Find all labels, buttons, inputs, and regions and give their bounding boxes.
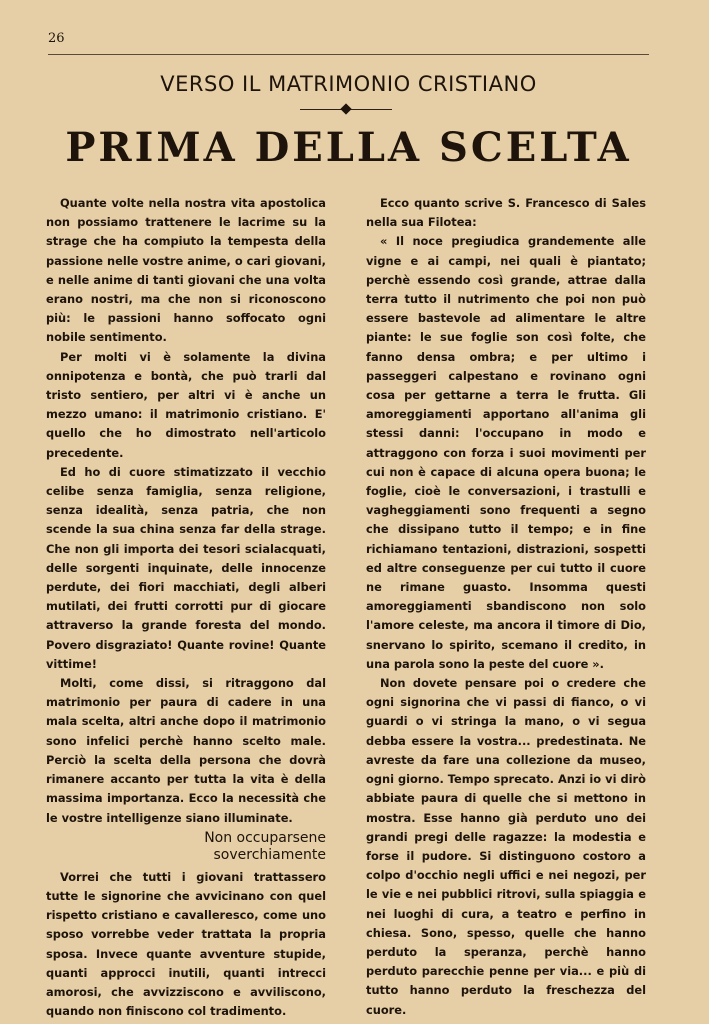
subheading-line: soverchiamente [213,846,326,863]
section-title: VERSO IL MATRIMONIO CRISTIANO [160,72,537,96]
paragraph: Quante volte nella nostra vita apostolica non possiamo trattenere le lacrime su la strage che ha compiuto la tempesta della passione nelle vostre anime, o cari giovani, e nelle anime di tanti giovani che una volta erano nostri, ma che non si riconoscono più: le passioni hanno soffocato ogni nobile sentimento. [46,196,326,345]
quote-paragraph: « Il noce pregiudica grandemente alle vigne e ai campi, nei quali è piantato; perchè essendo così grande, attrae dalla terra tutto il nutrimento che poi non può essere bastevole ad alimentare le altre piante: le sue foglie son così folte, che fanno densa ombra; e per ultimo i passeggeri calpestano e rovinano ogni cosa per gettarne a terra le frutta. Gli amoreggiamenti apportano all'anima gli stessi danni: l'occupano in modo e attraggono con forza i suoi movimenti per cui non è capace di alcuna opera buona; le foglie, cioè le conversazioni, i trastulli e vagheggiamenti sono frequenti a segno che dissipano tutto il tempo; e in fine richiamano tentazioni, distrazioni, sospetti ed altre conseguenze per cui tutto il cuore ne rimane guasto. Insomma questi amoreggiamenti sbandiscono non solo l'amore celeste, ma ancora il timore di Dio, snervano lo spirito, scemano il credito, in una parola sono la peste del cuore ». [366,234,646,671]
paragraph: Per molti vi è solamente la divina onnipotenza e bontà, che può trarli dal tristo sentiero, per altri vi è anche un mezzo umano: il matrimonio cristiano. E' quello che ho dimostrato nell'articolo precedente. [46,349,326,460]
diamond-icon [340,103,351,114]
left-column [46,194,326,1021]
paragraph: Ecco quanto scrive S. Francesco di Sales nella sua Filotea: [366,196,646,230]
paragraph: Non dovete pensare poi o credere che ogni signorina che vi passi di fianco, o vi guardi o vi stringa la mano, o vi segua debba essere la vostra... predestinata. Ne avreste da fare una collezione da museo, ogni giorno. Tempo sprecato. Anzi io vi dirò abbiate paura di quelle che si mettono in mostra. Esse hanno già perduto uno dei grandi pregi delle ragazze: la modestia e forse il pudore. Si distinguono costoro a colpo d'occhio negli uffici e nei negozi, per le vie e nei pubblici ritrovi, sulla spiaggia e nei luoghi di cura, a teatro e perfino in chiesa. Sono, spesso, quelle che hanno perduto la speranza, perchè hanno perduto parecchie penne per via... e più di tutto hanno perduto la freschezza del cuore. [366,676,646,1017]
article-title: PRIMA DELLA SCELTA [65,124,632,171]
title-ornament [300,104,392,114]
header-rule [48,54,649,55]
paragraph: Vorrei che tutti i giovani trattassero tutte le signorine che avvicinano con quel rispetto cristiano e cavalleresco, come uno sposo vorrebbe veder trattata la propria sposa. Invece quante avventure stupide, quanti approcci inutili, quanti intrecci amorosi, che avvizziscono e avviliscono, quando non finiscono col tradimento. [46,869,326,1019]
subheading [46,828,326,868]
subheading-line: Non occuparsene [204,829,326,846]
paragraph: Ed ho di cuore stimatizzato il vecchio celibe senza famiglia, senza religione, senza idealità, senza patria, che non scende la sua china senza far della strage. Che non gli importa dei tesori scialacquati, delle sorgenti inquinate, delle innocenze perdute, dei fiori macchiati, degli alberi mutilati, dei frutti corrotti pur di giocare attraverso la grande foresta del mondo. Povero disgraziato! Quante rovine! Quante vittime! [46,464,326,671]
right-column [366,194,646,1020]
page-number: 26 [48,31,65,46]
paragraph: Molti, come dissi, si ritraggono dal matrimonio per paura di cadere in una mala scelta, altri anche dopo il matrimonio sono infelici perchè hanno scelto male. Perciò la scelta della persona che dovrà rimanere accanto per tutta la vita è della massima importanza. Ecco la necessità che le vostre intelligenze siano illuminate. [46,676,326,825]
